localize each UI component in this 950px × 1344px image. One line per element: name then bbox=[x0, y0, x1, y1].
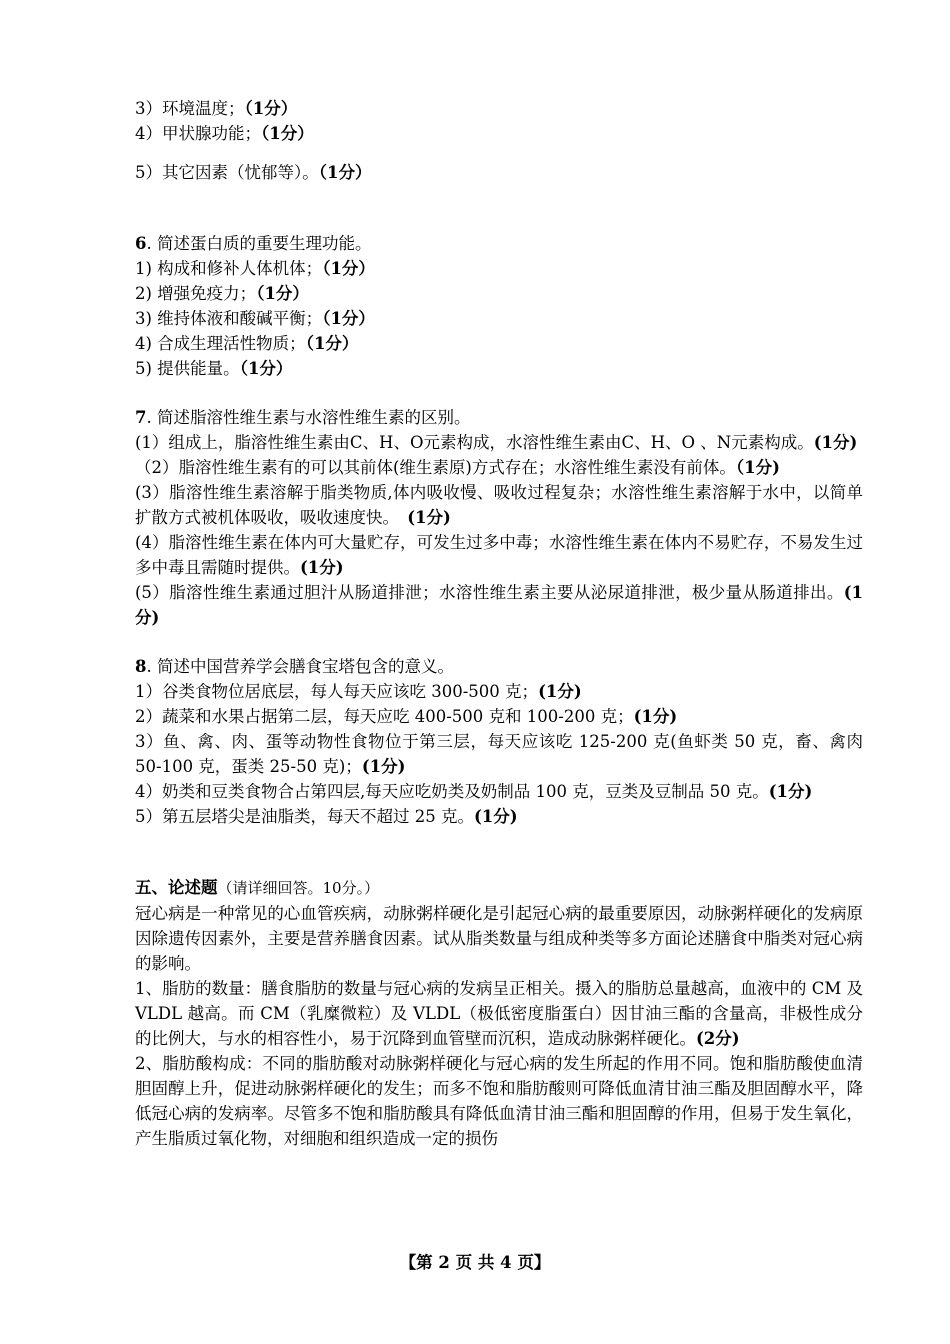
section-5-intro: 冠心病是一种常见的心血管疾病，动脉粥样硬化是引起冠心病的最重要原因，动脉粥样硬化的发病原因除遗传因素外，主要是营养膳食因素。试从脂类数量与组成种类等多方面论述膳食中脂类对冠心病的影响。 bbox=[135, 904, 863, 973]
answer-line: 5）其它因素（忧郁等）。（1分） bbox=[135, 163, 372, 182]
question-7-title: 7. 简述脂溶性维生素与水溶性维生素的区别。 bbox=[135, 408, 471, 427]
score-label: （1分） bbox=[318, 163, 372, 182]
answer-paragraph: 2）蔬菜和水果占据第二层，每天应吃 400-500 克和 100-200 克；(1分) bbox=[135, 707, 678, 726]
answer-line: 2) 增强免疫力；（1分） bbox=[135, 284, 309, 303]
answer-paragraph: (3）脂溶性维生素溶解于脂类物质,体内吸收慢、吸收过程复杂；水溶性维生素溶解于水中，以简单扩散方式被机体吸收，吸收速度快。 (1分) bbox=[135, 483, 863, 527]
section-5-paragraph-2: 2、脂肪酸构成：不同的脂肪酸对动脉粥样硬化与冠心病的发生所起的作用不同。饱和脂肪酸使血清胆固醇上升，促进动脉粥样硬化的发生；而多不饱和脂肪酸则可降低血清甘油三酯及胆固醇水平，降低冠心病的发病率。尽管多不饱和脂肪酸具有降低血清甘油三酯和胆固醇的作用，但易于发生氧化，产生脂质过氧化物，对细胞和组织造成一定的损伤 bbox=[135, 1054, 863, 1148]
answer-paragraph: (4）脂溶性维生素在体内可大量贮存，可发生过多中毒；水溶性维生素在体内不易贮存，不易发生过多中毒且需随时提供。(1分) bbox=[135, 533, 863, 577]
score-label: （1分） bbox=[244, 99, 298, 118]
document-page bbox=[135, 96, 863, 1151]
answer-line: 3）环境温度；（1分） bbox=[135, 99, 298, 118]
answer-paragraph: (1）组成上，脂溶性维生素由C、H、O元素构成，水溶性维生素由C、H、O 、N元素构成。(1分) bbox=[135, 433, 858, 452]
question-8-title: 8. 简述中国营养学会膳食宝塔包含的意义。 bbox=[135, 657, 454, 676]
answer-paragraph: 4）奶类和豆类食物合占第四层,每天应吃奶类及奶制品 100 克，豆类及豆制品 50 克。(1分) bbox=[135, 782, 813, 801]
section-5-paragraph-1: 1、脂肪的数量：膳食脂肪的数量与冠心病的发病呈正相关。摄入的脂肪总量越高，血液中的 CM 及 VLDL 越高。而 CM（乳糜微粒）及 VLDL（极低密度脂蛋白）因甘油三酯的含量高，非极性成分的比例大，与水的相容性小，易于沉降到血管壁而沉积，造成动脉粥样硬化。(2分) bbox=[135, 979, 863, 1048]
answer-paragraph: 3）鱼、禽、肉、蛋等动物性食物位于第三层，每天应该吃 125-200 克(鱼虾类 50 克，畜、禽肉 50-100 克，蛋类 25-50 克)；(1分) bbox=[135, 732, 863, 776]
answer-line: 5) 提供能量。（1分） bbox=[135, 359, 293, 378]
answer-paragraph: 1）谷类食物位居底层，每人每天应该吃 300-500 克；(1分) bbox=[135, 682, 582, 701]
page-footer: 【第 2 页 共 4 页】 bbox=[399, 1253, 551, 1272]
answer-line: 4) 合成生理活性物质；（1分） bbox=[135, 334, 359, 353]
score-label: （1分） bbox=[261, 124, 314, 143]
answer-paragraph: (5）脂溶性维生素通过胆汁从肠道排泄；水溶性维生素主要从泌尿道排泄，极少量从肠道排出。(1分) bbox=[135, 583, 863, 627]
answer-line: 3) 维持体液和酸碱平衡；（1分） bbox=[135, 309, 375, 328]
answer-line: 4）甲状腺功能；（1分） bbox=[135, 124, 314, 143]
answer-line: 1) 构成和修补人体机体；（1分） bbox=[135, 259, 375, 278]
section-5-heading: 五、论述题（请详细回答。10分。） bbox=[135, 878, 380, 897]
answer-paragraph: （2）脂溶性维生素有的可以其前体(维生素原)方式存在；水溶性维生素没有前体。（1分) bbox=[135, 458, 780, 477]
answer-paragraph: 5）第五层塔尖是油脂类，每天不超过 25 克。(1分) bbox=[135, 807, 518, 826]
question-6-title: 6. 简述蛋白质的重要生理功能。 bbox=[135, 234, 372, 253]
